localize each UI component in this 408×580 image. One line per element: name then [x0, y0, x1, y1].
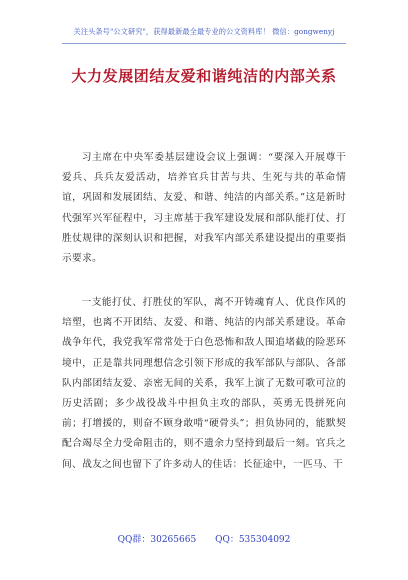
paragraph-1 [62, 148, 346, 269]
footer [0, 532, 408, 545]
paragraph-1-text: 习主席在中央军委基层建设会议上强调：“要深入开展尊干爱兵、兵兵友爱活动，培养官兵甘苦与共、生死与共的革命情谊，巩固和发展团结、友爱、和谐、纯洁的内部关系。”这是新时代强军兴军征程中，习主席基于我军建设发展和部队能打仗、打胜仗规律的深刻认识和把握，对我军内部关系建设提出的重要指示要求。 [62, 152, 346, 265]
header-divider [62, 43, 346, 44]
footer-qq-group: QQ群：30265665 [117, 535, 197, 545]
paragraph-2 [62, 293, 346, 475]
footer-qq: QQ：535304092 [215, 535, 291, 545]
header-note: 关注头条号"公文研究"，获得最新最全最专业的公文资料库！ 微信：gongwenyj [73, 27, 335, 36]
document-title: 大力发展团结友爱和谐纯洁的内部关系 [71, 67, 337, 85]
paragraph-2-text: 一支能打仗、打胜仗的军队，离不开铸魂育人、优良作风的培塑，也离不开团结、友爱、和谐、纯洁的内部关系建设。革命战争年代，我党我军常常处于白色恐怖和敌人围追堵截的险恶环境中，正是靠共同理想信念引领下形成的我军部队与部队、各部队内部团结友爱、亲密无间的关系，我军上演了无数可歌可泣的历史活剧；多少战役战斗中担负主攻的部队，英勇无畏拼死向前；打增援的，则奋不顾身敢啃“硬骨头”；担负协同的，能默契配合竭尽全力受命阻击的，则不遗余力坚持到最后一刻。官兵之间、战友之间也留下了许多动人的佳话：长征途中，一匹马、干 [62, 297, 346, 470]
